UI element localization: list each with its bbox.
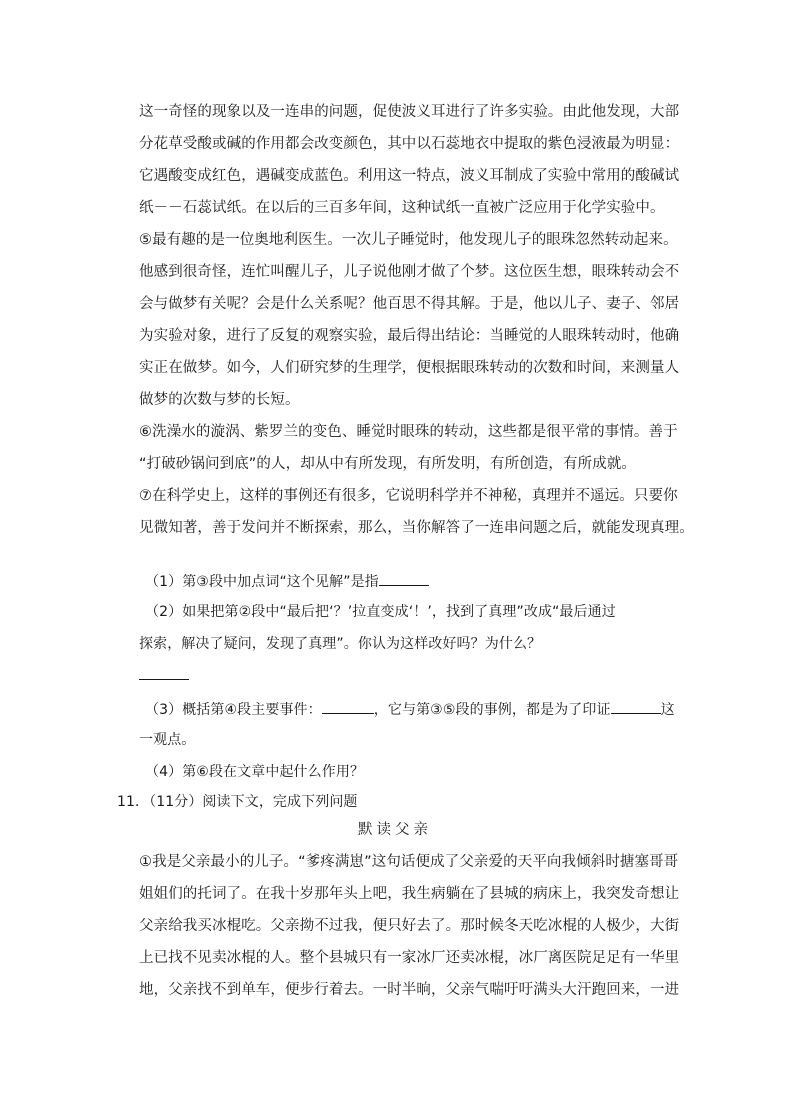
question-1-text: （1）第③段中加点词“这个见解”是指 bbox=[145, 574, 379, 590]
passage-line: 做梦的次数与梦的长短。 bbox=[139, 392, 300, 408]
story-line: 上已找不见卖冰棍的人。整个县城只有一家冰厂还卖冰棍，冰厂离医院足足有一华里 bbox=[139, 950, 680, 966]
passage-line: 他感到很奇怪，连忙叫醒儿子，儿子说他刚才做了个梦。这位医生想，眼珠转动会不 bbox=[139, 264, 680, 280]
question-3 bbox=[145, 698, 685, 718]
passage-line: 为实验对象，进行了反复的观察实验，最后得出结论：当睡觉的人眼珠转动时，他确 bbox=[139, 328, 680, 344]
answer-blank[interactable] bbox=[379, 570, 429, 586]
story-line: 地，父亲找不到单车，便步行着去。一时半晌，父亲气喘吁吁满头大汗跑回来，一进 bbox=[139, 982, 680, 998]
question-2-line1: （2）如果把第②段中“最后把‘？’拉直变成‘！’，找到了真理”改成“最后通过 bbox=[145, 604, 616, 620]
question-2-answer bbox=[139, 664, 679, 684]
question-3-line2: 一观点。 bbox=[139, 732, 196, 748]
answer-blank[interactable] bbox=[611, 698, 661, 714]
answer-blank[interactable] bbox=[139, 664, 189, 680]
passage-line: 纸－－石蕊试纸。在以后的三百多年间，这种试纸一直被广泛应用于化学实验中。 bbox=[139, 200, 665, 216]
passage-line: “打破砂锅问到底”的人，却从中有所发现，有所发明，有所创造，有所成就。 bbox=[139, 456, 637, 472]
passage-line: ⑤最有趣的是一位奥地利医生。一次儿子睡觉时，他发现儿子的眼珠忽然转动起来。 bbox=[139, 232, 678, 248]
question-3-text-c: 这 bbox=[660, 702, 675, 718]
question-3-text-b: ，它与第③⑤段的事例，都是为了印证 bbox=[373, 702, 611, 718]
passage-line: 见微知著，善于发问并不断探索，那么，当你解答了一连串问题之后，就能发现真理。 bbox=[139, 520, 694, 536]
question-1 bbox=[145, 570, 685, 590]
passage-line: 它遇酸变成红色，遇碱变成蓝色。利用这一特点，波义耳制成了实验中常用的酸碱试 bbox=[139, 168, 680, 184]
passage-line: 分花草受酸或碱的作用都会改变颜色，其中以石蕊地衣中提取的紫色浸液最为明显： bbox=[139, 136, 680, 152]
story-line: 父亲给我买冰棍吃。父亲拗不过我，便只好去了。那时候冬天吃冰棍的人极少，大街 bbox=[139, 918, 680, 934]
question-4: （4）第⑥段在文章中起什么作用？ bbox=[145, 764, 365, 780]
story-line: 姐姐们的托词了。在我十岁那年头上吧，我生病躺在了县城的病床上，我突发奇想让 bbox=[139, 886, 680, 902]
story-title: 默读父亲 bbox=[358, 822, 432, 838]
answer-blank[interactable] bbox=[322, 698, 374, 714]
question-2-line2: 探索，解决了疑问，发现了真理”。你认为这样改好吗？为什么？ bbox=[139, 636, 542, 652]
section-11-header: 11．（11分）阅读下文，完成下列问题 bbox=[117, 794, 358, 810]
story-line: ①我是父亲最小的儿子。“爹疼满崽”这句话便成了父亲爱的天平向我倾斜时搪塞哥哥 bbox=[139, 854, 679, 870]
passage-line: 实正在做梦。如今，人们研究梦的生理学，便根据眼珠转动的次数和时间，来测量人 bbox=[139, 360, 680, 376]
passage-line: ⑥洗澡水的漩涡、紫罗兰的变色、睡觉时眼珠的转动，这些都是很平常的事情。善于 bbox=[139, 424, 678, 440]
passage-line: 会与做梦有关呢？会是什么关系呢？他百思不得其解。于是，他以儿子、妻子、邻居 bbox=[139, 296, 680, 312]
passage-line: 这一奇怪的现象以及一连串的问题，促使波义耳进行了许多实验。由此他发现，大部 bbox=[139, 104, 680, 120]
passage-line: ⑦在科学史上，这样的事例还有很多，它说明科学并不神秘，真理并不遥远。只要你 bbox=[139, 488, 678, 504]
question-3-text-a: （3）概括第④段主要事件： bbox=[145, 702, 322, 718]
